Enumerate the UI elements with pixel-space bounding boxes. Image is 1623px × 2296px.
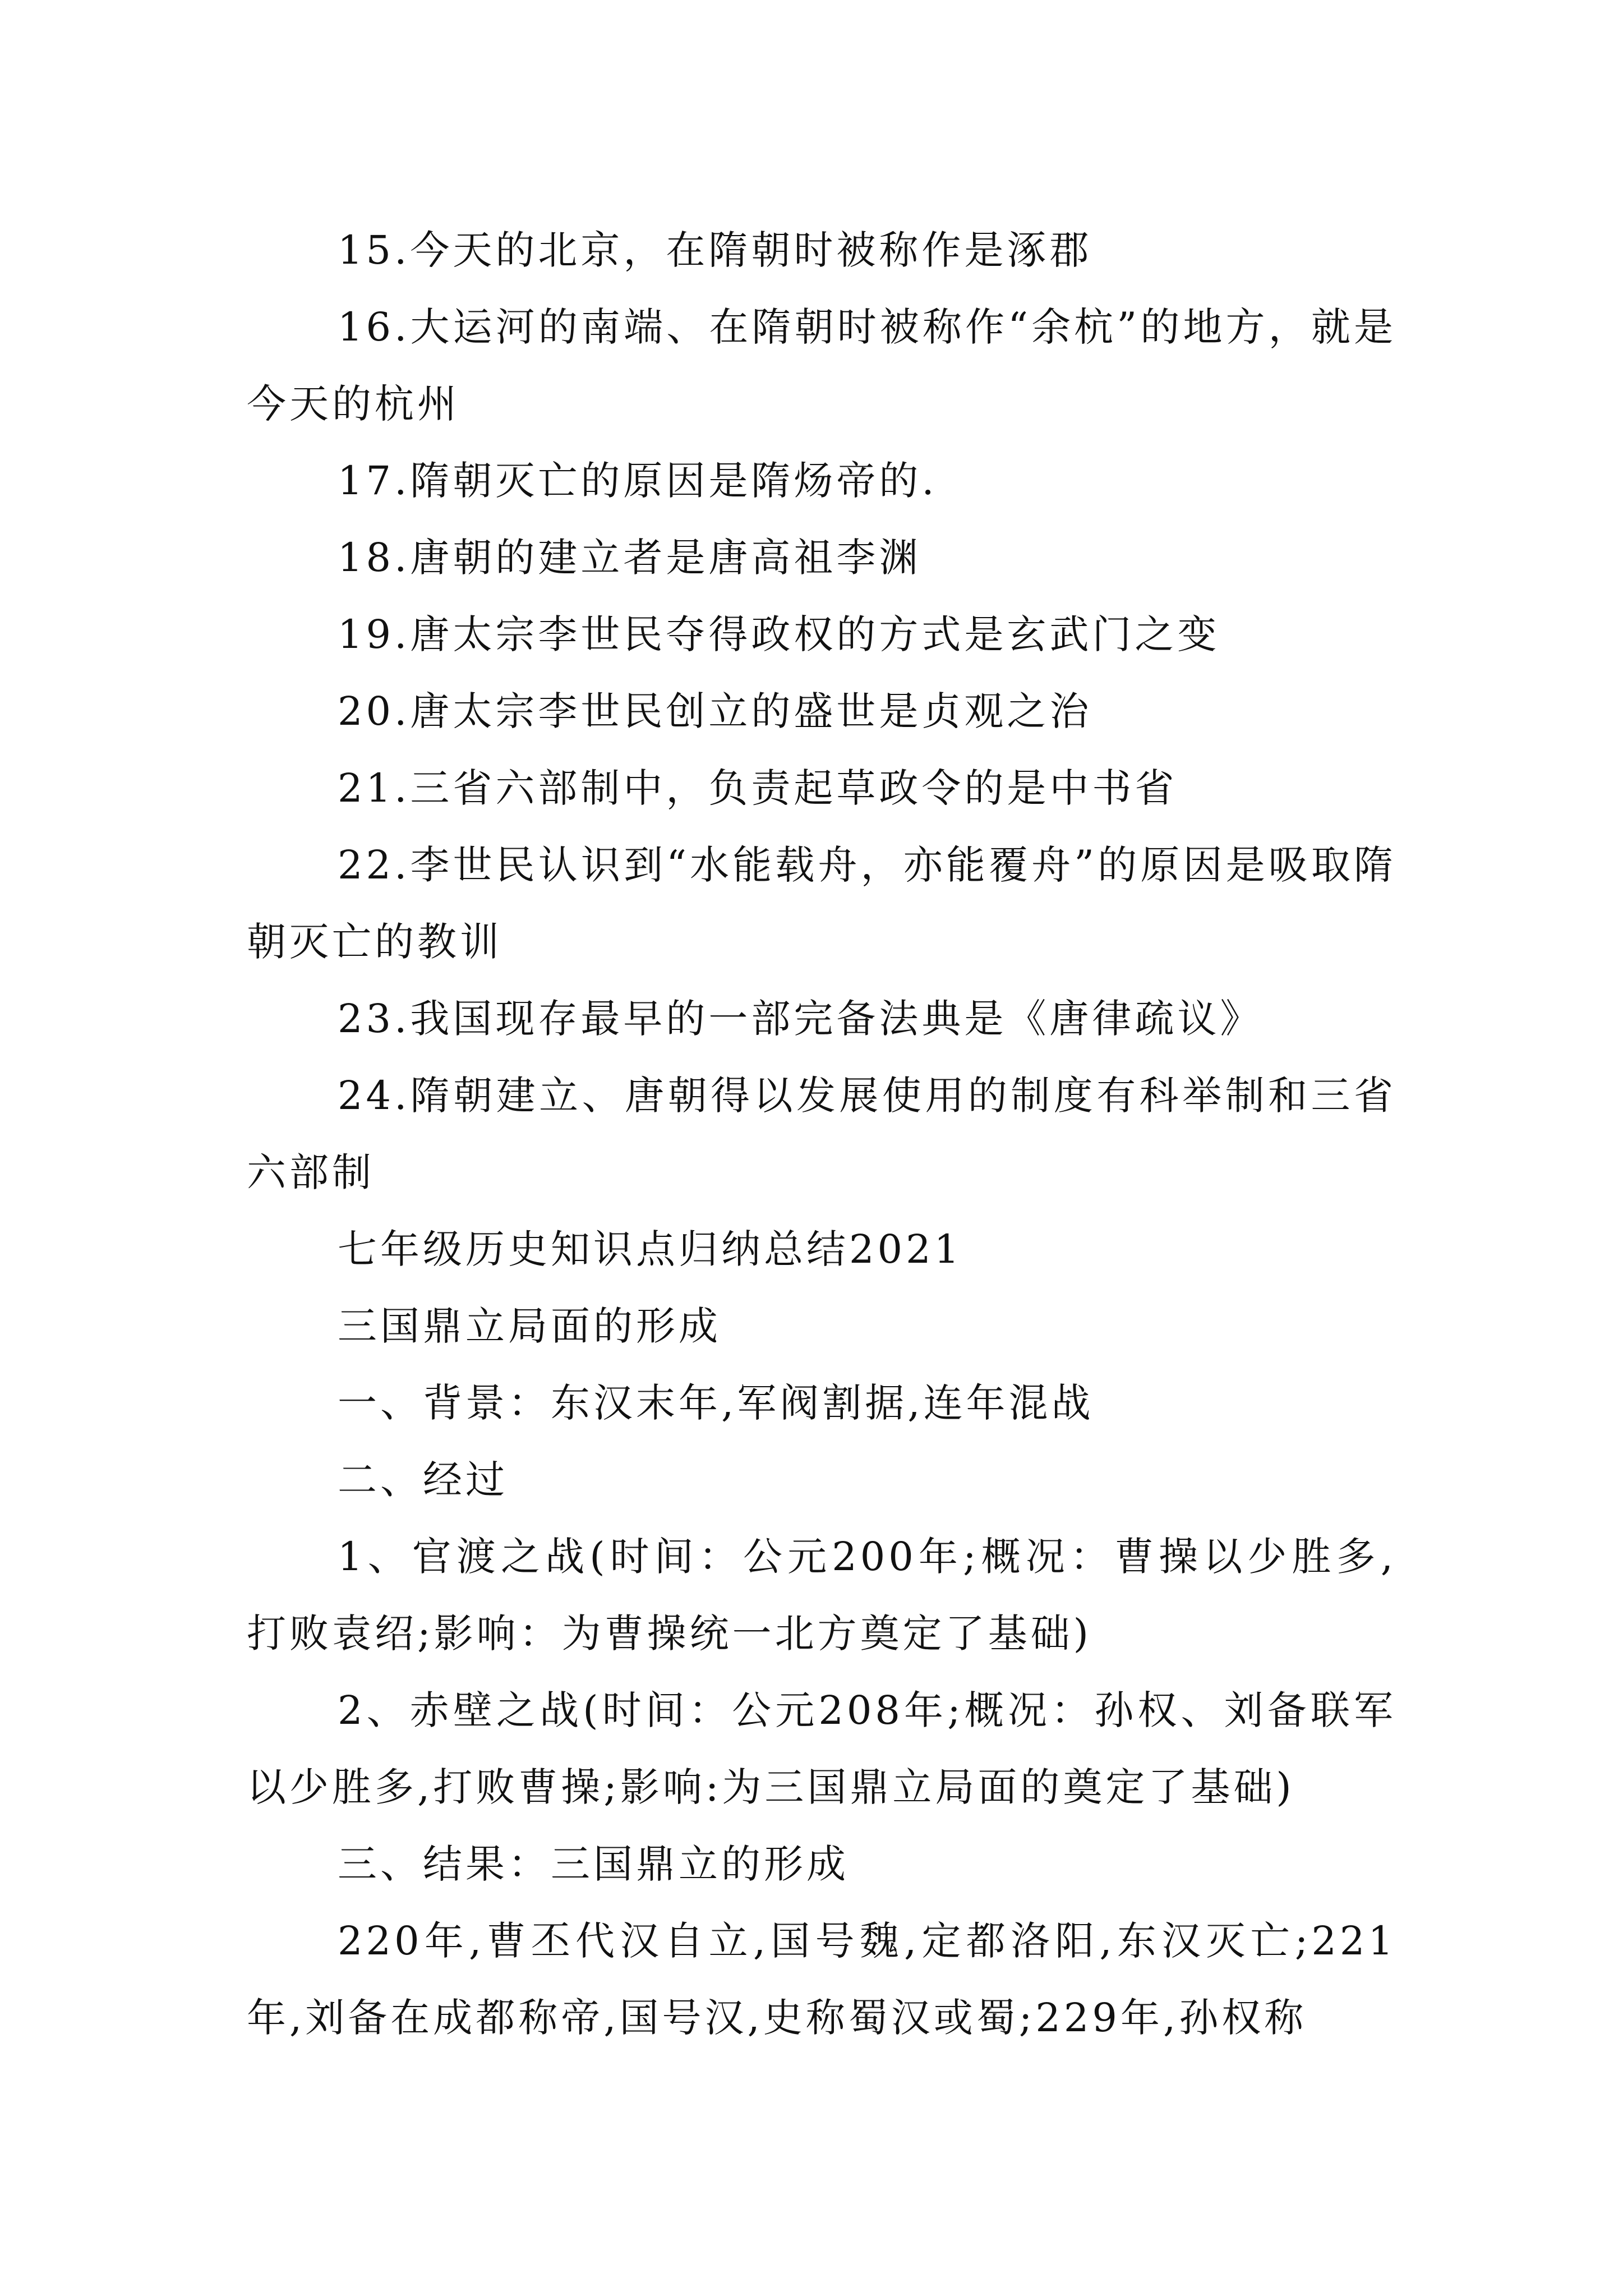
paragraph-15: 15.今天的北京，在隋朝时被称作是涿郡 [338, 227, 1092, 273]
battle-chibi: 2、赤壁之战(时间：公元208年;概况：孙权、刘备联军以少胜多,打败曹操;影响:为三国鼎立局面的奠定了基础) [247, 1687, 1396, 1810]
topic-heading: 三国鼎立局面的形成 [338, 1303, 721, 1349]
background-item: 一、背景：东汉末年,军阀割据,连年混战 [338, 1380, 1094, 1426]
paragraph-20: 20.唐太宗李世民创立的盛世是贞观之治 [338, 688, 1092, 734]
paragraph-16: 16.大运河的南端、在隋朝时被称作“余杭”的地方，就是今天的杭州 [247, 304, 1396, 427]
battle-guandu: 1、官渡之战(时间：公元200年;概况：曹操以少胜多,打败袁绍;影响：为曹操统一北方奠定了基础) [247, 1534, 1396, 1657]
paragraph-22: 22.李世民认识到“水能载舟，亦能覆舟”的原因是吸取隋朝灭亡的教训 [247, 842, 1396, 965]
process-heading: 二、经过 [338, 1457, 508, 1503]
paragraph-24: 24.隋朝建立、唐朝得以发展使用的制度有科举制和三省六部制 [247, 1073, 1396, 1195]
result-detail: 220年,曹丕代汉自立,国号魏,定都洛阳,东汉灭亡;221年,刘备在成都称帝,国号汉,史称蜀汉或蜀;229年,孙权称 [247, 1918, 1396, 2041]
paragraph-17: 17.隋朝灭亡的原因是隋炀帝的. [338, 458, 938, 504]
result-heading: 三、结果：三国鼎立的形成 [338, 1841, 849, 1887]
paragraph-23: 23.我国现存最早的一部完备法典是《唐律疏议》 [338, 996, 1263, 1042]
paragraph-18: 18.唐朝的建立者是唐高祖李渊 [338, 535, 922, 581]
section-title: 七年级历史知识点归纳总结2021 [338, 1226, 963, 1272]
paragraph-21: 21.三省六部制中，负责起草政令的是中书省 [338, 765, 1178, 811]
paragraph-19: 19.唐太宗李世民夺得政权的方式是玄武门之变 [338, 611, 1220, 657]
document-body [247, 212, 1396, 2056]
